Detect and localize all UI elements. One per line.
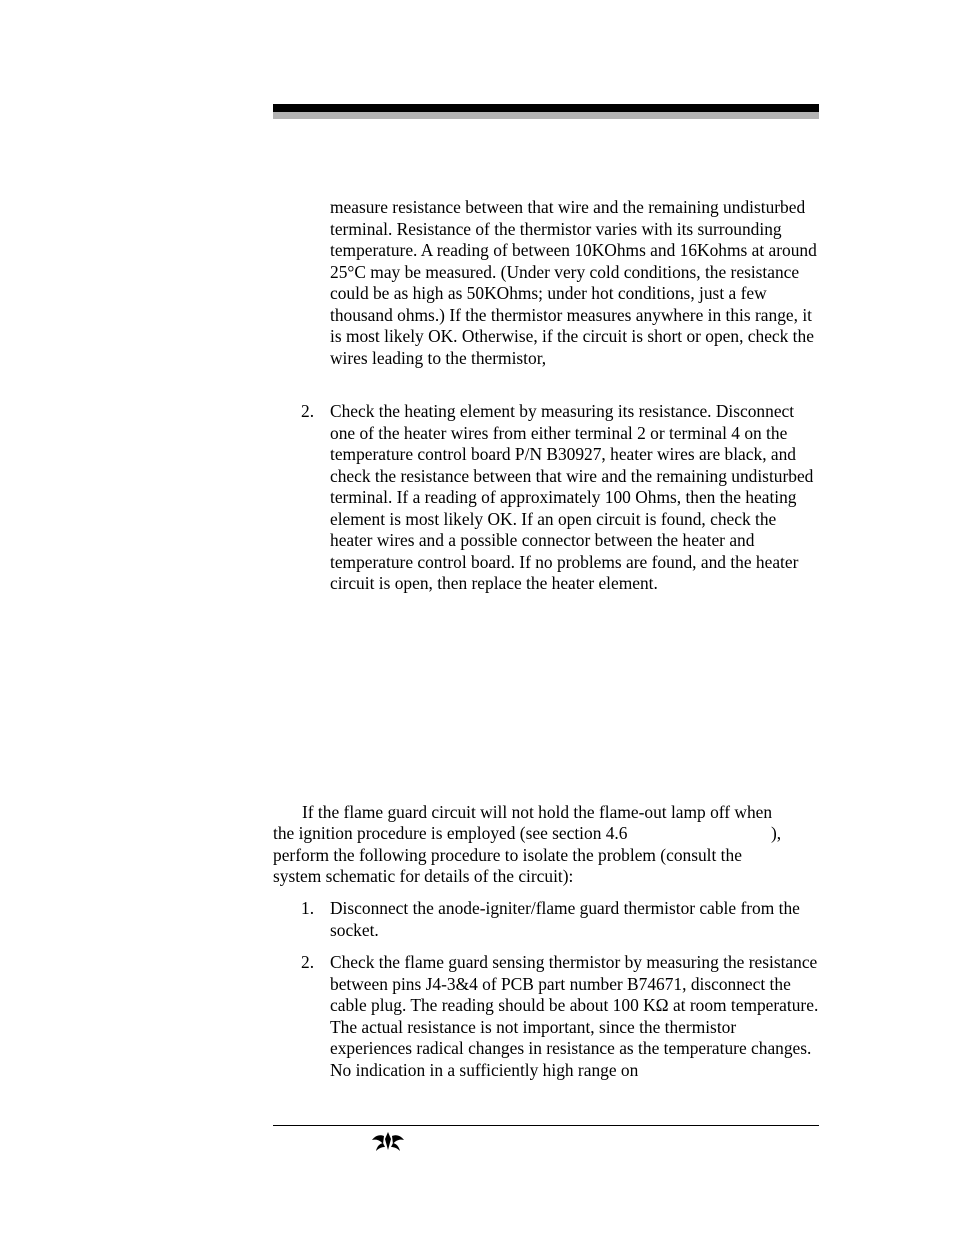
continued-paragraph: measure resistance between that wire and the remaining undisturbed terminal. Resistance of the thermistor varies with its surrounding temperature. A reading of between 10KOhms and 16Kohms at around 25°C may be measured. (Under very cold conditions, the resistance could be as high as 50KOhms; under hot conditions, just a few thousand ohms.) If the thermistor measures anywhere in this range, it is most likely OK. Otherwise, if the circuit is short or open, check the wires leading to the thermistor, <box>330 197 817 368</box>
teledyne-logo-icon <box>371 1130 405 1152</box>
flame-step-text: Check the flame guard sensing thermistor by measuring the resistance between pins J4-3&4 of PCB part number B74671, disconnect the cable plug. The reading should be about 100 KΩ at room temperature. The actual resistance is not important, since the thermistor experiences radical changes in resistance as the temperature changes. No indication in a sufficiently high range on <box>330 952 819 1080</box>
step-number: 2. <box>301 401 315 421</box>
flame-intro-line: perform the following procedure to isolate the problem (consult the <box>273 845 742 865</box>
flame-step-text: Disconnect the anode-igniter/flame guard thermistor cable from the socket. <box>330 898 800 940</box>
step-number: 1. <box>301 898 315 918</box>
heater-step-text: Check the heating element by measuring its resistance. Disconnect one of the heater wires from either terminal 2 or terminal 4 on the temperature control board P/N B30927, heater wires are black, and check the resistance between that wire and the remaining undisturbed terminal. If a reading of approximately 100 Ohms, then the heating element is most likely OK. If an open circuit is found, check the heater wires and a possible connector between the heater and temperature control board. If no problems are found, and the heater circuit is open, then replace the heater element. <box>330 401 814 593</box>
flame-intro-line: the ignition procedure is employed (see section 4.6 <box>273 823 628 843</box>
flame-intro-line: If the flame guard circuit will not hold the flame-out lamp off when <box>302 802 773 822</box>
header-rule-shadow <box>273 112 819 119</box>
header-rule <box>273 104 819 112</box>
flame-intro-line: system schematic for details of the circuit): <box>273 866 574 886</box>
flame-intro-line-end: ), <box>771 823 782 843</box>
step-number: 2. <box>301 952 315 972</box>
footer-rule <box>273 1125 819 1126</box>
